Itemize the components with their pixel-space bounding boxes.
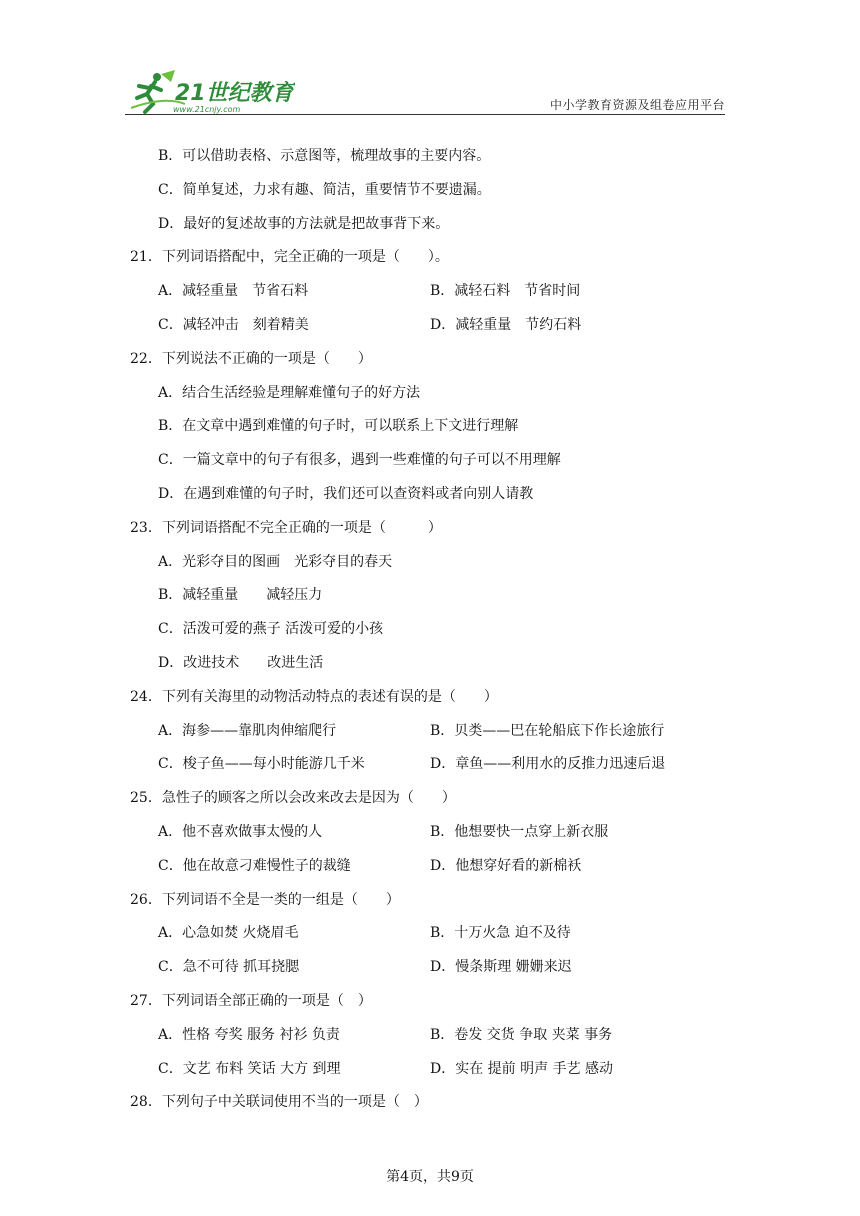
option-line: D．他想穿好看的新棉袄	[430, 857, 582, 874]
option-line: C．活泼可爱的燕子 活泼可爱的小孩	[158, 621, 384, 638]
option-row	[130, 1019, 710, 1053]
page-number: 第4页，共9页	[386, 1169, 474, 1185]
logo-21cnjy-icon	[125, 68, 295, 116]
question-stem: 27．下列词语全部正确的一项是（ ）	[130, 992, 372, 1009]
option-row	[130, 917, 710, 951]
option-line: A．海参——靠肌肉伸缩爬行	[158, 722, 337, 739]
question-stem: 23．下列词语搭配不完全正确的一项是（ ）	[130, 519, 442, 536]
option-line: C．梭子鱼——每小时能游几千米	[158, 756, 365, 773]
option-line: D．实在 提前 明声 手艺 感动	[430, 1060, 614, 1077]
option-line: A．性格 夸奖 服务 衬衫 负责	[158, 1026, 340, 1043]
logo-text: 21世纪教育	[175, 81, 294, 106]
question-stem: 22．下列说法不正确的一项是（ ）	[130, 350, 372, 367]
option-line: C．减轻冲击 刻着精美	[158, 316, 309, 333]
option-line: D．章鱼——利用水的反推力迅速后退	[430, 756, 666, 773]
question-stem: 21．下列词语搭配中，完全正确的一项是（ ）。	[130, 249, 449, 266]
option-line: B．减轻重量 减轻压力	[158, 587, 323, 604]
option-row	[130, 816, 710, 850]
option-line: B．贝类——巴在轮船底下作长途旅行	[430, 722, 665, 739]
logo-url: www.21cnjy.com	[173, 105, 241, 114]
option-line: A．结合生活经验是理解难懂句子的好方法	[158, 384, 421, 401]
option-line: D．减轻重量 节约石料	[430, 316, 582, 333]
option-row	[130, 715, 710, 749]
option-row	[130, 951, 710, 985]
option-line: D．在遇到难懂的句子时，我们还可以查资料或者向别人请教	[158, 485, 534, 502]
option-line: B．十万火急 迫不及待	[430, 925, 571, 942]
option-line: B．减轻石料 节省时间	[430, 283, 581, 300]
option-line: C．简单复述，力求有趣、简洁，重要情节不要遗漏。	[158, 181, 491, 198]
option-row	[130, 850, 710, 884]
option-line: C．他在故意刁难慢性子的裁缝	[158, 857, 351, 874]
option-line: D．最好的复述故事的方法就是把故事背下来。	[158, 215, 450, 232]
option-line: C．急不可待 抓耳挠腮	[158, 959, 300, 976]
header-rule	[125, 114, 725, 115]
question-stem: 25．急性子的顾客之所以会改来改去是因为（ ）	[130, 790, 456, 807]
option-line: C．一篇文章中的句子有很多，遇到一些难懂的句子可以不用理解	[158, 452, 561, 469]
question-stem: 24．下列有关海里的动物活动特点的表述有误的是（ ）	[130, 688, 498, 705]
option-line: B．他想要快一点穿上新衣服	[430, 823, 609, 840]
option-line: A．光彩夺目的图画 光彩夺目的春天	[158, 553, 393, 570]
option-line: A．减轻重量 节省石料	[158, 283, 309, 300]
option-line: B．在文章中遇到难懂的句子时，可以联系上下文进行理解	[158, 418, 519, 435]
option-line: D．改进技术 改进生活	[158, 654, 324, 671]
option-row	[130, 309, 710, 343]
question-stem: 28．下列句子中关联词使用不当的一项是（ ）	[130, 1094, 428, 1111]
option-row	[130, 748, 710, 782]
site-name: 中小学教育资源及组卷应用平台	[549, 98, 725, 112]
option-row	[130, 1053, 710, 1087]
question-stem: 26．下列词语不全是一类的一组是（ ）	[130, 891, 400, 908]
option-line: B．可以借助表格、示意图等，梳理故事的主要内容。	[158, 148, 491, 164]
option-line: D．慢条斯理 姗姗来迟	[430, 959, 572, 976]
option-row	[130, 275, 710, 309]
question-list	[130, 140, 710, 1120]
page-header	[125, 68, 725, 116]
option-line: A．心急如焚 火烧眉毛	[158, 925, 299, 942]
option-line: C．文艺 布料 笑话 大方 到理	[158, 1060, 341, 1077]
option-line: A．他不喜欢做事太慢的人	[158, 823, 323, 840]
option-line: B．卷发 交货 争取 夹菜 事务	[430, 1026, 613, 1043]
